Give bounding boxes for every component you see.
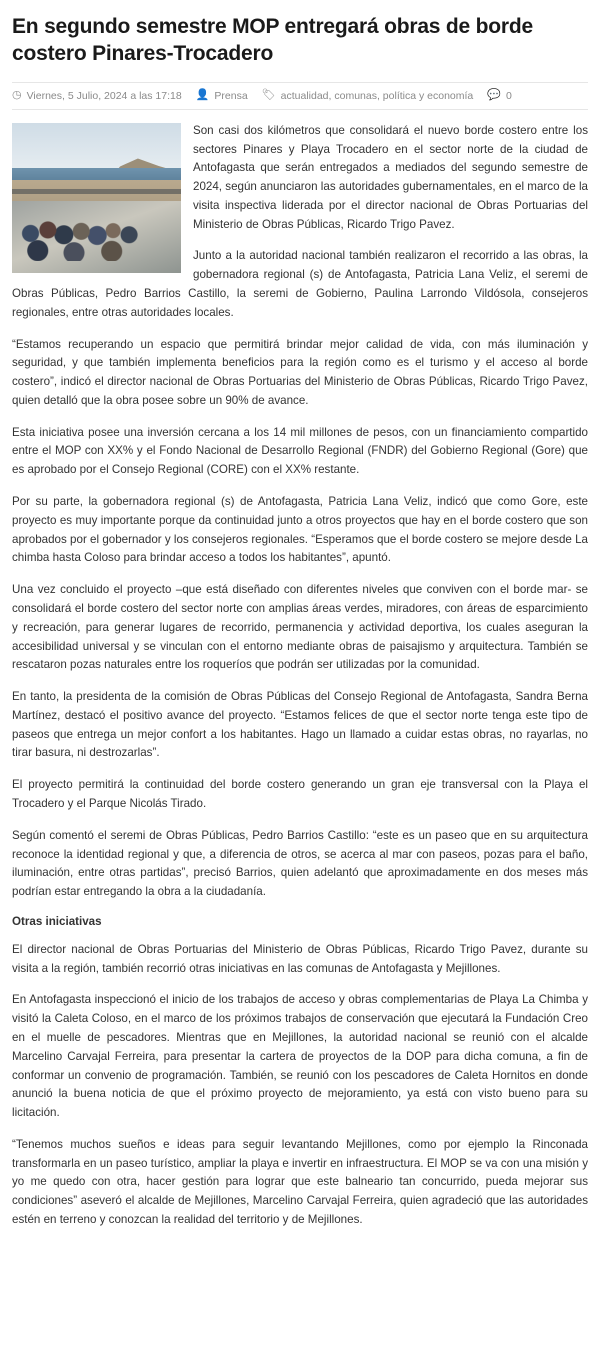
- user-icon: 👤: [195, 89, 210, 102]
- paragraph: En tanto, la presidenta de la comisión de Obras Públicas del Consejo Regional de Antofagasta, Sandra Berna Martínez, destacó el positivo avance del proyecto. “Estamos felices de que el sector norte tenga este tipo de paseos que entrega un mejor confort a los habitantes. Hago un llamado a cuidar estas obras, no rayarlas, no tirar basura, ni destrozarlas”.: [12, 690, 588, 760]
- meta-categories: [262, 90, 474, 102]
- meta-author: [196, 90, 248, 102]
- article-lead: [12, 122, 588, 336]
- article-photo: [12, 123, 181, 273]
- paragraph: Junto a la autoridad nacional también realizaron el recorrido a las obras, la gobernadora regional (s) de Antofagasta, Patricia Lana Veliz, el seremi de Obras Públicas, Pedro Barrios Castillo, la seremi de Gobierno, Paulina Larrondo Vildósola, consejeros regionales, entre otras autoridades locales.: [12, 249, 588, 319]
- paragraph: El proyecto permitirá la continuidad del borde costero generando un gran eje transversal con la Playa el Trocadero y el Parque Nicolás Tirado.: [12, 778, 588, 810]
- meta-date-text: Viernes, 5 Julio, 2024 a las 17:18: [26, 89, 182, 102]
- meta-comments: [487, 90, 512, 102]
- article-meta-bar: [12, 82, 588, 110]
- paragraph: “Estamos recuperando un espacio que permitirá brindar mejor calidad de vida, con más iluminación y seguridad, y que también implementa beneficios para la región como es el turismo y el acceso al borde costero”, indicó el director nacional de Obras Portuarias del Ministerio de Obras Públicas, Ricardo Trigo Pavez, quien detalló que la obra posee sobre un 90% de avance.: [12, 337, 588, 407]
- paragraph: Esta iniciativa posee una inversión cercana a los 14 mil millones de pesos, con un financiamiento compartido entre el MOP con XX% y el Fondo Nacional de Desarrollo Regional (FNDR) del Gobierno Regional (Gore) que es aprobado por el Consejo Regional (CORE) con el XX% restante.: [12, 425, 588, 477]
- paragraph: Son casi dos kilómetros que consolidará el nuevo borde costero entre los sectores Pinares y Playa Trocadero en el sector norte de la ciudad de Antofagasta que serán entregados a mediados del segundo semestre de 2024, según anunciaron las autoridades gubernamentales, en el marco de la visita inspectiva liderada por el director nacional de Obras Portuarias del Ministerio de Obras Públicas, Ricardo Trigo Pavez.: [193, 123, 588, 231]
- paragraph: El director nacional de Obras Portuarias del Ministerio de Obras Públicas, Ricardo Trigo Pavez, durante su visita a la región, también recorrió otras iniciativas en las comunas de Antofagasta y Mejillones.: [12, 942, 588, 975]
- paragraph: Por su parte, la gobernadora regional (s) de Antofagasta, Patricia Lana Veliz, indicó que como Gore, este proyecto es muy importante porque da continuidad junto a otros proyectos que hay en el borde costero que son aprobados por el gobernador y los consejeros regionales. “Esperamos que el borde costero se mejore desde La chimba hasta Coloso para brindar acceso a todos los habitantes”, apuntó.: [12, 495, 588, 565]
- section-heading: Otras iniciativas: [12, 914, 102, 928]
- comment-icon: 💬: [487, 89, 501, 102]
- page-title: En segundo semestre MOP entregará obras de borde costero Pinares-Trocadero: [12, 15, 533, 65]
- meta-author-link[interactable]: Prensa: [214, 89, 248, 102]
- paragraph: En Antofagasta inspeccionó el inicio de los trabajos de acceso y obras complementarias de Playa La Chimba y visitó la Caleta Coloso, en el marco de los próximos trabajos de conservación que ejecutará la Fundación Creo en el muelle de pescadores. Mientras que en Mejillones, la autoridad nacional se reunió con el alcalde Marcelino Carvajal Ferreira, para presentar la cartera de proyectos de la DOP para dicha comuna, a fin de conformar un convenio de programación. También, se reunió con los pescadores de Caleta Hornitos en donde anunció la buena noticia de que el próximo proyecto de mejoramiento, ya está con visto bueno para su licitación.: [12, 993, 588, 1120]
- paragraph: Una vez concluido el proyecto –que está diseñado con diferentes niveles que conviven con el borde mar- se consolidará el borde costero del sector norte con amplias áreas verdes, miradores, con áreas de esparcimiento y recreación, para generar lugares de recorrido, permanencia y actividad deportiva, los cuales aseguran la accesibilidad universal y se vinculan con el entorno mediante obras de paisajismo y arquitectura. También se rescataron pozas naturales entre los roqueríos que podrán ser utilizadas por la comunidad.: [12, 583, 588, 672]
- photo-people: [16, 192, 161, 261]
- meta-date: [12, 90, 182, 102]
- paragraph: Según comentó el seremi de Obras Públicas, Pedro Barrios Castillo: “este es un paseo que en su arquitectura reconoce la identidad regional y que, a diferencia de otros, se acerca al mar con paseos, pozas para el baño, iluminación, entre otras partidas”, precisó Barrios, quien adelantó que aproximadamente en dos meses más podrían estar entregando la obra a la ciudadanía.: [12, 828, 588, 899]
- meta-categories-link[interactable]: actualidad, comunas, política y economía: [280, 89, 474, 102]
- meta-comments-count: 0: [505, 89, 512, 102]
- paragraph: “Tenemos muchos sueños e ideas para seguir levantando Mejillones, como por ejemplo la Rinconada transformarla en un paseo turístico, ampliar la playa e invertir en infraestructura. El MOP se va con una misión y yo me quedo con otra, hacer gestión para lograr que este balneario tan concurrido, pueda mejorar sus condiciones” aseveró el alcalde de Mejillones, Marcelino Carvajal Ferreira, quien agradeció que las autoridades estén en terreno y conozcan la realidad del territorio y de Mejillones.: [12, 1137, 588, 1227]
- clock-icon: ◷: [12, 89, 22, 102]
- tag-icon: 🏷: [261, 89, 276, 102]
